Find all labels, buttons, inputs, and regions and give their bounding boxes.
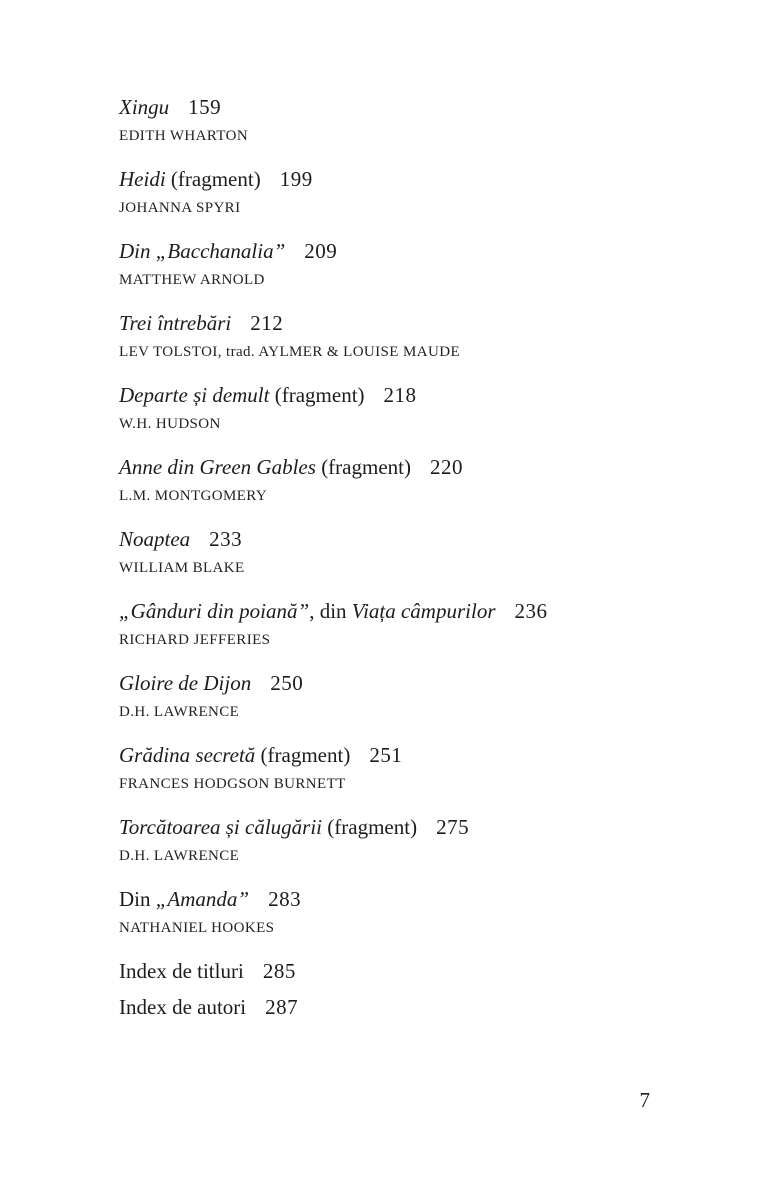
toc-page-number: 251 <box>369 743 403 767</box>
toc-page-number: 209 <box>304 239 338 263</box>
toc-title-italic: Departe și demult <box>119 383 270 407</box>
toc-title-line <box>119 382 650 409</box>
toc-title-suffix: (fragment) <box>322 815 418 839</box>
toc-title-italic: Noaptea <box>119 527 191 551</box>
toc-author: NATHANIEL HOOKES <box>119 920 275 936</box>
toc-author: D.H. LAWRENCE <box>119 704 240 720</box>
toc-author: RICHARD JEFFERIES <box>119 632 271 648</box>
toc-entry <box>119 94 650 146</box>
toc-title-line <box>119 958 650 985</box>
toc-page-number: 212 <box>250 311 284 335</box>
toc-page-number: 285 <box>262 959 296 983</box>
toc-author: EDITH WHARTON <box>119 128 249 144</box>
toc-title-line <box>119 454 650 481</box>
toc-title-italic: Heidi <box>119 167 166 191</box>
toc-author: D.H. LAWRENCE <box>119 848 240 864</box>
toc-title-italic: „Gânduri din poiană” <box>119 599 310 623</box>
toc-title-italic: „Amanda” <box>155 887 250 911</box>
toc-title-italic: Torcătoarea și călugării <box>119 815 323 839</box>
toc-author: WILLIAM BLAKE <box>119 560 245 576</box>
toc-title-suffix: (fragment) <box>315 455 411 479</box>
toc-title-connector: , din <box>309 599 352 623</box>
toc-page-number: 283 <box>268 887 302 911</box>
toc-author: L.M. MONTGOMERY <box>119 488 268 504</box>
toc-title-italic: Anne din Green Gables <box>119 455 316 479</box>
toc-entry <box>119 310 650 362</box>
toc-entry-index-titles <box>119 958 650 985</box>
toc-page-number: 233 <box>209 527 243 551</box>
toc-author: JOHANNA SPYRI <box>119 200 241 216</box>
toc-page-number: 287 <box>265 995 299 1019</box>
toc-title-line <box>119 742 650 769</box>
toc-title-prefix: Din <box>119 887 156 911</box>
toc-author: MATTHEW ARNOLD <box>119 272 265 288</box>
toc-page-number: 250 <box>270 671 304 695</box>
toc-entry <box>119 814 650 866</box>
toc-entry <box>119 238 650 290</box>
toc-title-roman: Index de autori <box>119 995 247 1019</box>
toc-title-italic: Trei întrebări <box>119 311 232 335</box>
toc-title-line <box>119 598 650 625</box>
toc-title-line <box>119 166 650 193</box>
toc-entry <box>119 382 650 434</box>
toc-title-line <box>119 994 650 1021</box>
toc-page-number: 220 <box>429 455 463 479</box>
toc-title-suffix: (fragment) <box>255 743 351 767</box>
toc-page-number: 236 <box>514 599 548 623</box>
toc-author: LEV TOLSTOI, trad. AYLMER & LOUISE MAUDE <box>119 344 461 360</box>
page-folio: 7 <box>639 1088 650 1112</box>
toc-title-line <box>119 814 650 841</box>
toc-entry <box>119 598 650 650</box>
toc-title-line <box>119 886 650 913</box>
toc-title-line <box>119 310 650 337</box>
toc-title-italic: Gloire de Dijon <box>119 671 252 695</box>
toc-page-number: 159 <box>188 95 222 119</box>
toc-title-italic-2: Viața câmpurilor <box>351 599 496 623</box>
toc-entry <box>119 742 650 794</box>
toc-author: W.H. HUDSON <box>119 416 221 432</box>
toc-title-suffix: (fragment) <box>165 167 261 191</box>
toc-entry <box>119 886 650 938</box>
toc-title-italic: Din „Bacchanalia” <box>119 239 286 263</box>
toc-title-line <box>119 94 650 121</box>
toc-title-line <box>119 670 650 697</box>
toc-title-italic: Grădina secretă <box>119 743 256 767</box>
toc-entry <box>119 526 650 578</box>
toc-page-number: 199 <box>279 167 313 191</box>
toc-title-roman: Index de titluri <box>119 959 244 983</box>
toc-author: FRANCES HODGSON BURNETT <box>119 776 346 792</box>
toc-title-line <box>119 526 650 553</box>
toc-page-number: 275 <box>436 815 470 839</box>
toc-title-line <box>119 238 650 265</box>
toc-entry-index-authors <box>119 994 650 1021</box>
toc-title-suffix: (fragment) <box>269 383 365 407</box>
toc-entry <box>119 166 650 218</box>
toc-entry <box>119 670 650 722</box>
toc-title-italic: Xingu <box>119 95 170 119</box>
toc-entry <box>119 454 650 506</box>
toc-page-number: 218 <box>383 383 417 407</box>
